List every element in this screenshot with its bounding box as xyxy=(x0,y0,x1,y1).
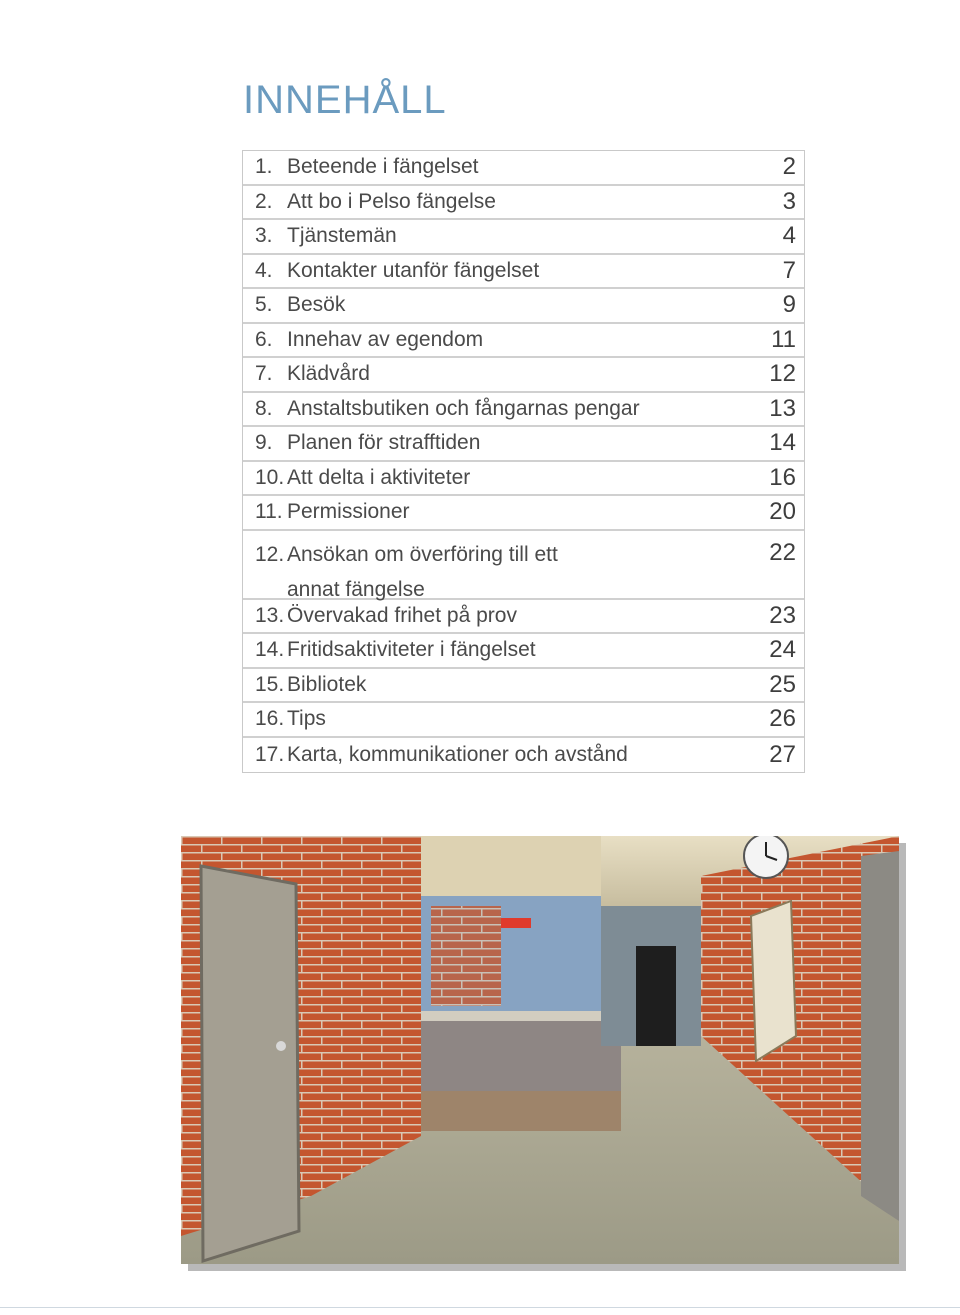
corridor-photo xyxy=(181,836,899,1264)
toc-title: Anstaltsbutiken och fångarnas pengar xyxy=(287,396,640,420)
toc-page-number: 4 xyxy=(782,222,796,250)
toc-number: 8. xyxy=(255,396,273,420)
toc-number: 11. xyxy=(255,500,283,524)
toc-title-line: annat fängelse xyxy=(287,577,425,601)
toc-number: 3. xyxy=(255,224,273,248)
toc-number: 16. xyxy=(255,707,285,731)
toc-page-number: 23 xyxy=(769,601,796,629)
toc-number: 7. xyxy=(255,362,273,386)
toc-row xyxy=(243,358,804,393)
toc-row xyxy=(243,496,804,531)
toc-number: 14. xyxy=(255,638,285,662)
toc-row xyxy=(243,462,804,497)
toc-title: Bibliotek xyxy=(287,672,367,696)
toc-row xyxy=(243,324,804,359)
toc-page-number: 16 xyxy=(769,463,796,491)
toc-page-number: 24 xyxy=(769,636,796,664)
page-title: INNEHÅLL xyxy=(243,78,447,122)
toc-page-number: 14 xyxy=(769,429,796,457)
toc-title: Besök xyxy=(287,293,346,317)
toc-title: Kontakter utanför fängelset xyxy=(287,258,540,282)
corridor-illustration xyxy=(181,836,899,1264)
toc-row xyxy=(243,703,804,738)
toc-title: Tjänstemän xyxy=(287,224,397,248)
toc-page-number: 20 xyxy=(769,498,796,526)
toc-title: Fritidsaktiviteter i fängelset xyxy=(287,638,536,662)
toc-page-number: 27 xyxy=(769,740,796,768)
toc-number: 4. xyxy=(255,258,273,282)
toc-row xyxy=(243,289,804,324)
toc-page-number: 25 xyxy=(769,670,796,698)
toc-row xyxy=(243,255,804,290)
toc-title: Tips xyxy=(287,707,326,731)
toc-row xyxy=(243,186,804,221)
toc-page-number: 22 xyxy=(769,538,796,566)
toc-title-line: Ansökan om överföring till ett xyxy=(287,542,558,566)
toc-page-number: 2 xyxy=(782,153,796,181)
toc-row xyxy=(243,393,804,428)
page-divider xyxy=(0,1307,960,1308)
toc-title: Att bo i Pelso fängelse xyxy=(287,189,496,213)
toc-number: 17. xyxy=(255,742,285,766)
toc-number: 5. xyxy=(255,293,273,317)
toc-number: 10. xyxy=(255,465,285,489)
toc-title xyxy=(287,531,744,607)
toc-number: 1. xyxy=(255,155,273,179)
toc-title: Planen för strafftiden xyxy=(287,431,481,455)
toc-page-number: 9 xyxy=(782,291,796,319)
toc-number: 6. xyxy=(255,327,273,351)
toc-page-number: 11 xyxy=(771,325,796,353)
toc-number: 2. xyxy=(255,189,273,213)
table-of-contents xyxy=(242,150,805,773)
toc-title: Karta, kommunikationer och avstånd xyxy=(287,742,628,766)
toc-page-number: 7 xyxy=(782,256,796,284)
toc-row xyxy=(243,220,804,255)
toc-title: Att delta i aktiviteter xyxy=(287,465,471,489)
toc-title: Innehav av egendom xyxy=(287,327,484,351)
toc-page-number: 3 xyxy=(782,187,796,215)
toc-page-number: 26 xyxy=(769,705,796,733)
toc-page-number: 12 xyxy=(769,360,796,388)
toc-row xyxy=(243,151,804,186)
toc-row xyxy=(243,669,804,704)
toc-number: 12. xyxy=(255,542,285,566)
toc-row xyxy=(243,531,804,600)
toc-number: 15. xyxy=(255,672,285,696)
toc-number: 13. xyxy=(255,603,285,627)
toc-row xyxy=(243,600,804,635)
toc-row xyxy=(243,738,804,773)
toc-row xyxy=(243,634,804,669)
toc-title: Beteende i fängelset xyxy=(287,155,479,179)
toc-title: Övervakad frihet på prov xyxy=(287,603,517,627)
toc-title: Permissioner xyxy=(287,500,410,524)
toc-page-number: 13 xyxy=(769,394,796,422)
toc-title: Klädvård xyxy=(287,362,370,386)
toc-number: 9. xyxy=(255,431,273,455)
toc-row xyxy=(243,427,804,462)
